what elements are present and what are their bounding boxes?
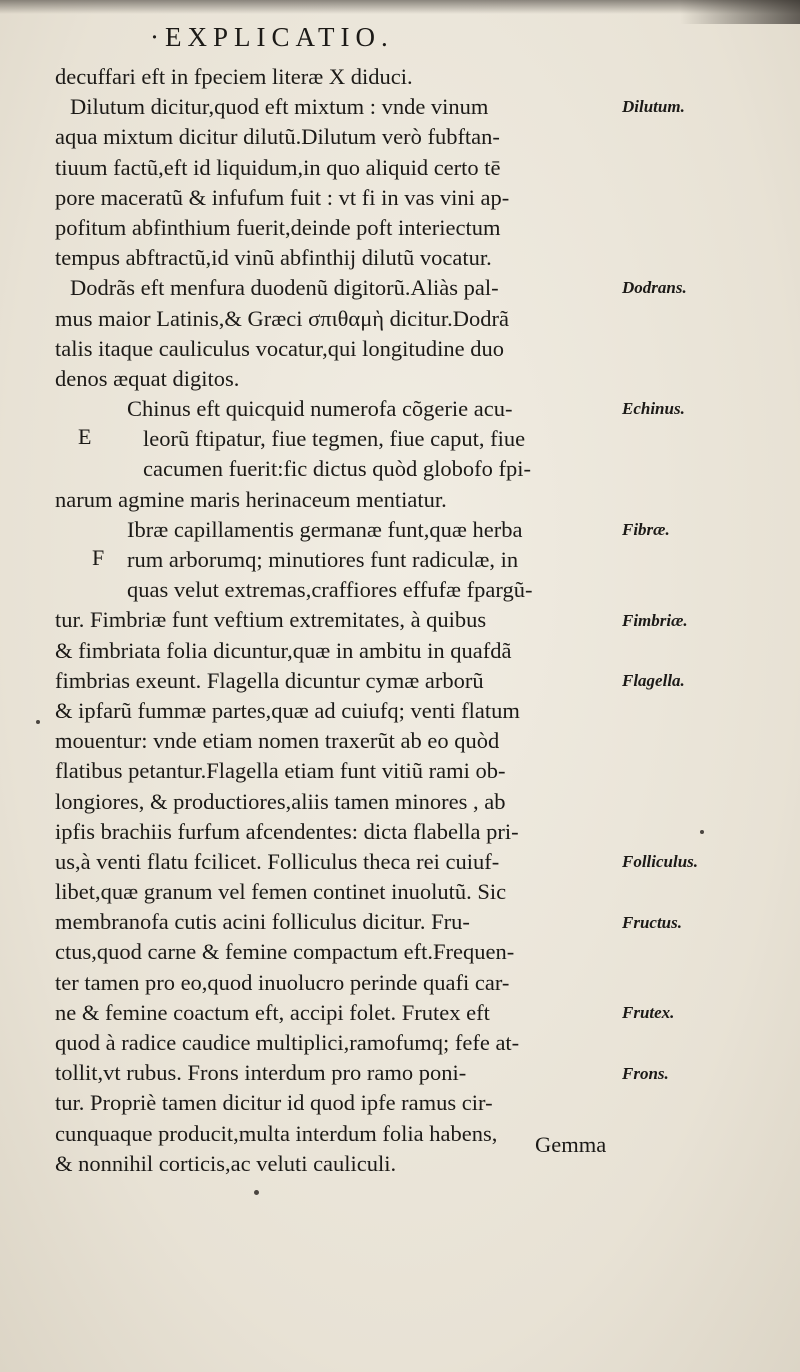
main-text-block (55, 62, 625, 1179)
text-line: ctus,quod carne & femine compactum eft.Frequen- (55, 939, 515, 965)
text-line: libet,quæ granum vel femen continet inuolutũ. Sic (55, 879, 507, 905)
initial-letter-e: E (78, 424, 92, 449)
text-line: talis itaque cauliculus vocatur,qui longitudine duo (55, 335, 505, 361)
text-line: & ipfarũ fummæ partes,quæ ad cuiufq; venti flatum (55, 697, 520, 723)
running-header: ·EXPLICATIO. (150, 22, 394, 52)
text-line: leorũ ftipatur, fiue tegmen, fiue caput, fiue (143, 426, 526, 452)
text-line: Dodrãs eft menfura duodenũ digitorũ.Aliàs pal- (70, 275, 499, 301)
text-line: cacumen fuerit:fic dictus quòd globofo fpi- (143, 456, 532, 482)
text-line: cunquaque producit,multa interdum folia habens, (55, 1120, 498, 1146)
ink-speck (36, 720, 40, 724)
margin-note-echinus: Echinus. (622, 399, 685, 419)
text-line: decuffari eft in fpeciem literæ X diduci. (55, 64, 413, 89)
text-line: pore maceratũ & infufum fuit : vt fi in vas vini ap- (55, 184, 510, 210)
page-corner-shadow (680, 0, 800, 24)
text-line: quod à radice caudice multiplici,ramofumq; fefe at- (55, 1030, 520, 1055)
margin-note-fibrae: Fibræ. (622, 520, 670, 539)
margin-note-dodrans: Dodrans. (622, 278, 687, 298)
margin-note-dilutum: Dilutum. (622, 97, 685, 117)
ink-speck (700, 830, 704, 834)
text-line: pofitum abfinthium fuerit,deinde poft interiectum (55, 214, 501, 240)
text-line: tempus abftractũ,id vinũ abfinthij dilutũ vocatur. (55, 245, 492, 271)
text-line: & nonnihil corticis,ac veluti cauliculi. (55, 1150, 397, 1176)
text-line: mus maior Latinis,& Græci σπιθαμὴ dicitur.Dodrã (55, 305, 509, 331)
margin-note-fimbriae: Fimbriæ. (622, 610, 688, 630)
text-line: ter tamen pro eo,quod inuolucro perinde quafi car- (55, 969, 510, 995)
text-line: flatibus petantur.Flagella etiam funt vitiũ rami ob- (55, 758, 506, 784)
text-line: Ibræ capillamentis germanæ funt,quæ herba (127, 516, 523, 542)
text-line: fimbrias exeunt. Flagella dicuntur cymæ arborũ (55, 667, 484, 693)
text-line: membranofa cutis acini folliculus dicitur. Fru- (55, 909, 470, 935)
text-line: aqua mixtum dicitur dilutũ.Dilutum verò fubftan- (55, 124, 500, 150)
initial-letter-f: F (92, 545, 105, 570)
text-line: longiores, & productiores,aliis tamen minores , ab (55, 788, 506, 814)
text-line: us,à venti flatu fcilicet. Folliculus theca rei cuiuf- (55, 848, 500, 874)
text-line: ipfis brachiis furfum afcendentes: dicta flabella pri- (55, 818, 519, 844)
margin-note-flagella: Flagella. (622, 671, 685, 690)
text-line: rum arborumq; minutiores funt radiculæ, in (127, 547, 519, 572)
text-line: tur. Propriè tamen dicitur id quod ipfe ramus cir- (55, 1090, 493, 1116)
text-line: tiuum factũ,eft id liquidum,in quo aliquid certo tē (55, 154, 501, 180)
text-line: ne & femine coactum eft, accipi folet. Frutex eft (55, 999, 490, 1025)
text-line: tur. Fimbriæ funt veftium extremitates, à quibus (55, 607, 487, 633)
margin-note-folliculus: Folliculus. (622, 852, 699, 872)
margin-note-frons: Frons. (622, 1063, 669, 1083)
ink-speck (254, 1190, 259, 1195)
text-line: narum agmine maris herinaceum mentiatur. (55, 486, 447, 512)
text-line: quas velut extremas,craffiores effufæ fpargũ- (127, 577, 533, 603)
text-line: tollit,vt rubus. Frons interdum pro ramo poni- (55, 1060, 467, 1086)
catchword: Gemma (535, 1132, 607, 1157)
text-line: Dilutum dicitur,quod eft mixtum : vnde vinum (70, 94, 489, 120)
text-line: & fimbriata folia dicuntur,quæ in ambitu in quafdã (55, 637, 512, 663)
text-line: Chinus eft quicquid numerofa cõgerie acu- (127, 396, 513, 422)
text-line: denos æquat digitos. (55, 365, 240, 391)
text-line: mouentur: vnde etiam nomen traxerũt ab eo quòd (55, 728, 500, 754)
margin-note-fructus: Fructus. (622, 912, 682, 932)
margin-note-frutex: Frutex. (622, 1003, 675, 1023)
